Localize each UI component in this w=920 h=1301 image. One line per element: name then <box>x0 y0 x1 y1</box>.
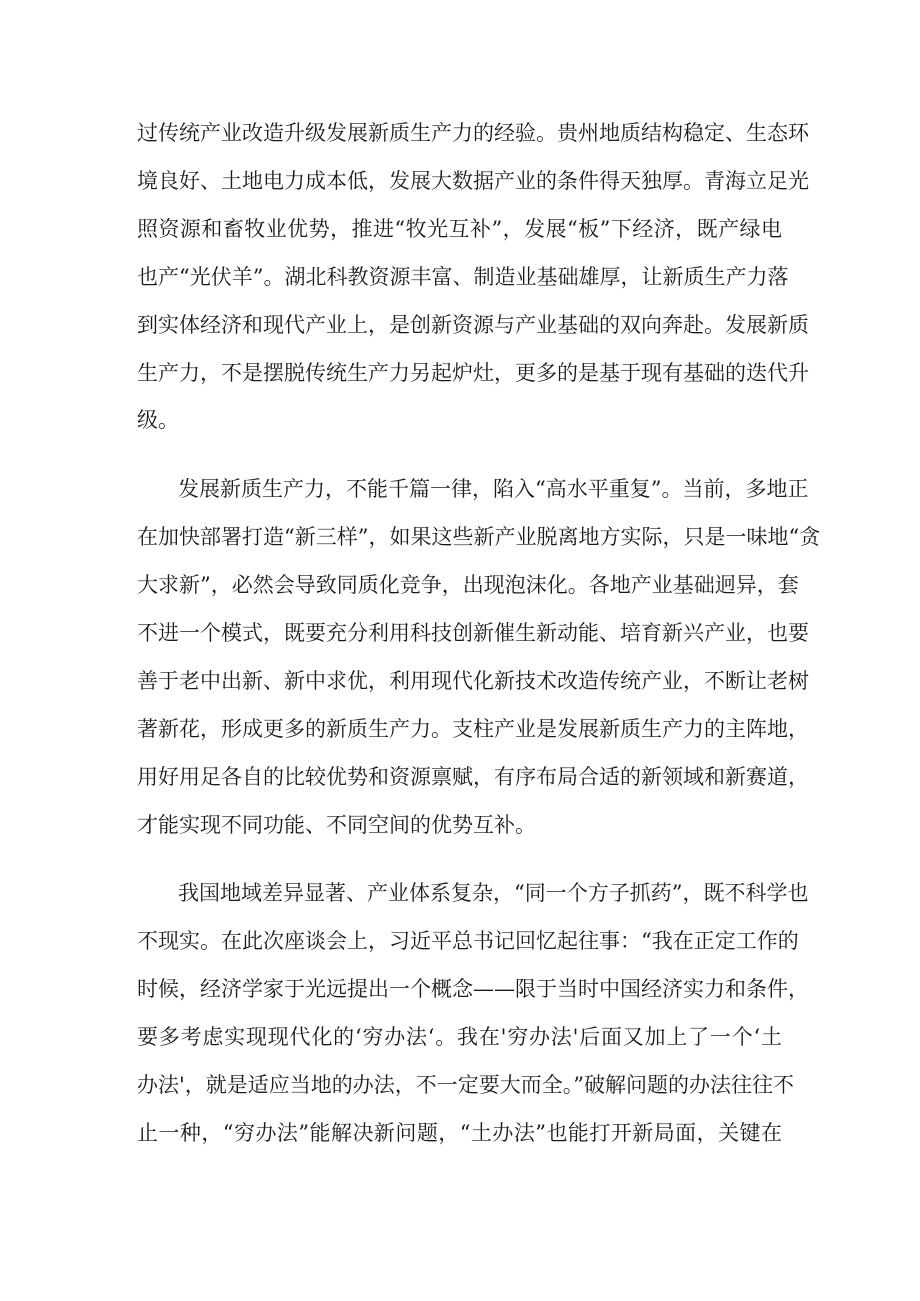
text-line: 著新花，形成更多的新质生产力。支柱产业是发展新质生产力的主阵地， <box>137 717 809 741</box>
text-line: 大求新”，必然会导致同质化竞争，出现泡沫化。各地产业基础迥异，套 <box>137 573 799 597</box>
text-line: 办法'，就是适应当地的办法，不一定要大而全。”破解问题的办法往往不 <box>137 1073 795 1097</box>
text-line: 不进一个模式，既要充分利用科技创新催生新动能、培育新兴产业，也要 <box>137 621 809 645</box>
text-line: 境良好、土地电力成本低，发展大数据产业的条件得天独厚。青海立足光 <box>137 169 809 193</box>
text-line: 生产力，不是摆脱传统生产力另起炉灶，更多的是基于现有基础的迭代升 <box>137 361 809 385</box>
text-line: 我国地域差异显著、产业体系复杂，“同一个方子抓药”，既不科学也 <box>178 881 809 905</box>
text-line: 发展新质生产力，不能千篇一律，陷入“高水平重复”。当前，多地正 <box>178 477 809 501</box>
text-line: 级。 <box>137 408 179 432</box>
text-line: 也产“光伏羊”。湖北科教资源丰富、制造业基础雄厚，让新质生产力落 <box>137 265 789 289</box>
text-line: 用好用足各自的比较优势和资源禀赋，有序布局合适的新领域和新赛道， <box>137 765 809 789</box>
text-line: 在加快部署打造“新三样”，如果这些新产业脱离地方实际，只是一味地“贪 <box>137 525 821 549</box>
text-line: 才能实现不同功能、不同空间的优势互补。 <box>137 813 536 837</box>
text-line: 善于老中出新、新中求优，利用现代化新技术改造传统产业，不断让老树 <box>137 669 809 693</box>
text-line: 到实体经济和现代产业上，是创新资源与产业基础的双向奔赴。发展新质 <box>137 313 809 337</box>
text-line: 照资源和畜牧业优势，推进“牧光互补”，发展“板”下经济，既产绿电 <box>137 217 782 241</box>
text-line: 止一种，“穷办法”能解决新问题，“土办法”也能打开新局面，关键在 <box>137 1121 782 1145</box>
text-line: 时候，经济学家于光远提出一个概念——限于当时中国经济实力和条件， <box>137 977 809 1001</box>
text-line: 不现实。在此次座谈会上，习近平总书记回忆起往事：“我在正定工作的 <box>137 929 799 953</box>
text-line: 要多考虑实现现代化的‘穷办法‘。我在'穷办法'后面又加上了一个‘土 <box>137 1025 782 1049</box>
text-line: 过传统产业改造升级发展新质生产力的经验。贵州地质结构稳定、生态环 <box>137 121 809 145</box>
